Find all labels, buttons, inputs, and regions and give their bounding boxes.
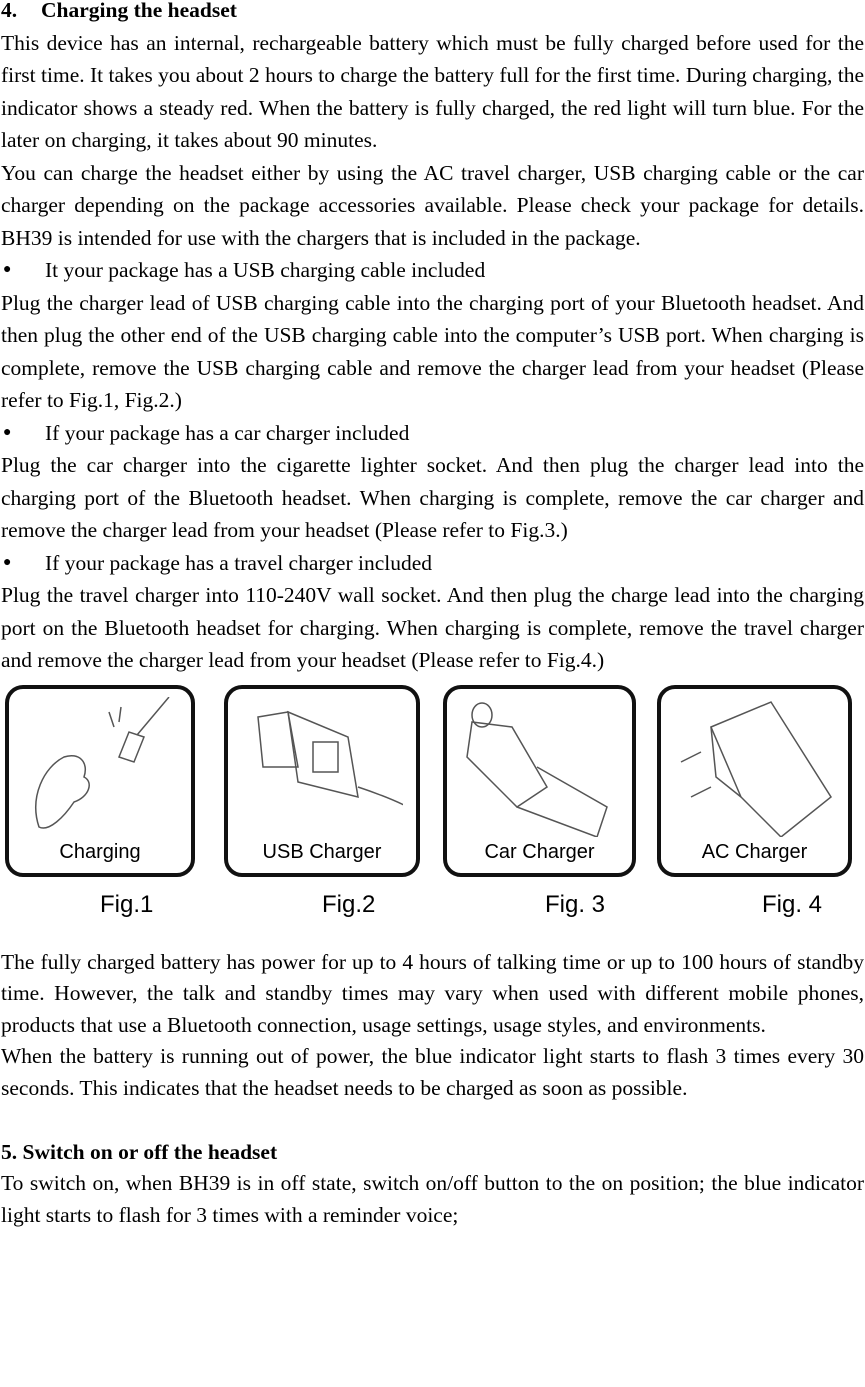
paragraph: Plug the charger lead of USB charging cable into the charging port of your Bluetooth headset. And then plug the other end of the USB charging cable into the computer’s USB port. When charging is complete, remove the USB charging cable and remove the charger lead from your headset (Please refer to Fig.1, Fig.2.) <box>1 290 864 412</box>
bullet-icon: ● <box>3 554 12 570</box>
section-title: Charging the headset <box>41 0 237 22</box>
figure-caption: Fig.1 <box>100 890 154 918</box>
usb-cable-icon <box>238 697 403 837</box>
figure-charging <box>5 685 195 877</box>
figure-usb-charger <box>224 685 420 877</box>
bullet-title: If your package has a car charger included <box>45 420 410 445</box>
figure-caption: Fig. 3 <box>545 890 606 918</box>
figure-ac-charger <box>657 685 852 877</box>
figure-label: USB Charger <box>262 840 382 863</box>
figure-caption: Fig.2 <box>322 890 376 918</box>
charger-figures <box>0 679 865 947</box>
paragraph: You can charge the headset either by using the AC travel charger, USB charging cable or the car charger depending on the package accessories available. Please check your package for details. BH39 is intended for use with the chargers that is included in the package. <box>1 160 864 250</box>
figure-car-charger <box>443 685 636 877</box>
section-number: 4. <box>1 0 18 22</box>
figure-label: Charging <box>59 840 141 863</box>
car-charger-icon <box>457 697 622 837</box>
figure-label: Car Charger <box>484 840 595 863</box>
bullet-icon: ● <box>3 262 12 277</box>
headset-charging-icon <box>19 697 184 837</box>
paragraph: Plug the travel charger into 110-240V wall socket. And then plug the charge lead into the charging port on the Bluetooth headset for charging. When charging is complete, remove the travel charger and remove the charger lead from your headset (Please refer to Fig.4.) <box>1 583 864 672</box>
bullet-title: If your package has a travel charger included <box>45 550 433 575</box>
bullet-title: It your package has a USB charging cable included <box>45 258 486 282</box>
section-5-heading: 5. Switch on or off the headset <box>1 1139 278 1164</box>
paragraph: When the battery is running out of power, the blue indicator light starts to flash 3 times every 30 seconds. This indicates that the headset needs to be charged as soon as possible. <box>1 1044 864 1100</box>
bullet-icon: ● <box>3 424 12 440</box>
figure-label: AC Charger <box>701 840 808 863</box>
blank-line <box>1 1104 864 1136</box>
paragraph: The fully charged battery has power for up to 4 hours of talking time or up to 100 hours of standby time. However, the talk and standby times may vary when used with different mobile phones, products that use a Bluetooth connection, usage settings, usage styles, and environments. <box>1 949 864 1037</box>
ac-charger-icon <box>671 697 836 837</box>
bullet-item <box>1 417 864 450</box>
paragraph: This device has an internal, rechargeable battery which must be fully charged before used for the first time. It takes you about 2 hours to charge the battery full for the first time. During charging, the indicator shows a steady red. When the battery is fully charged, the red light will turn blue. For the later on charging, it takes about 90 minutes. <box>1 30 864 152</box>
bullet-item <box>1 254 864 287</box>
bullet-item <box>1 547 864 580</box>
paragraph: Plug the car charger into the cigarette lighter socket. And then plug the charger lead into the charging port of the Bluetooth headset. When charging is complete, remove the car charger and remove the charger lead from your headset (Please refer to Fig.3.) <box>1 453 864 542</box>
section-4-heading <box>1 0 864 27</box>
paragraph: To switch on, when BH39 is in off state, switch on/off button to the on position; the blue indicator light starts to flash for 3 times with a reminder voice; <box>1 1171 864 1227</box>
figure-caption: Fig. 4 <box>762 890 823 918</box>
